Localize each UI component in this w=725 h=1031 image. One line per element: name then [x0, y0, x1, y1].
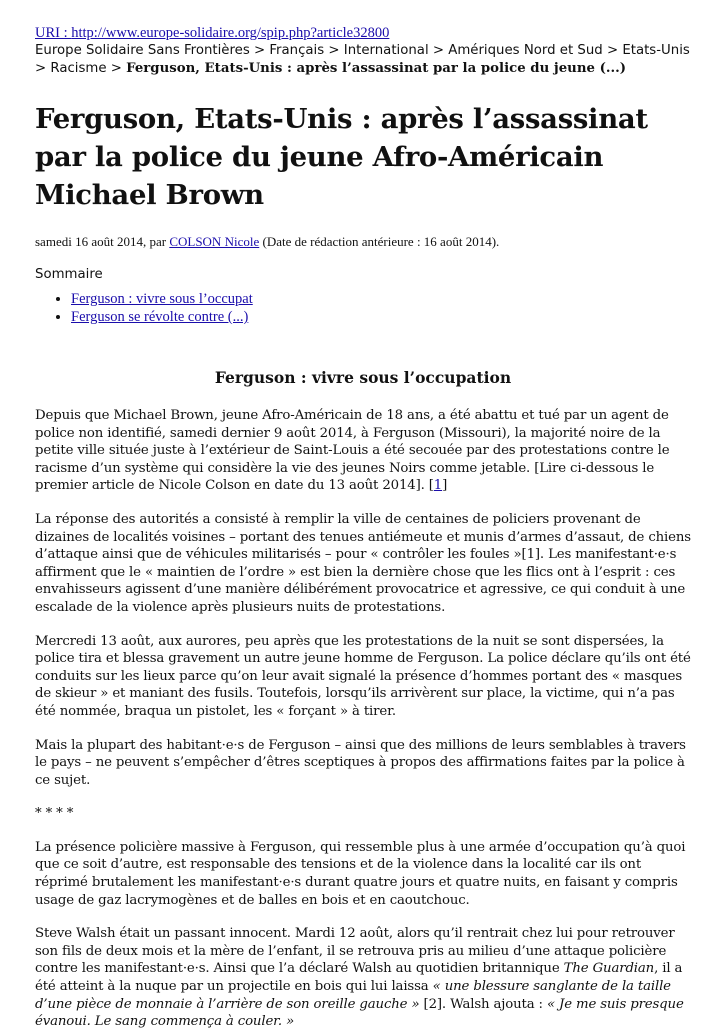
- table-of-contents: [35, 290, 691, 326]
- sommaire-heading: Sommaire: [35, 267, 103, 282]
- p6-quote-2: « Je me suis presque évanoui. Le sang commença à couler. »: [35, 996, 684, 1030]
- paragraph-1-text: Depuis que Michael Brown, jeune Afro-Américain de 18 ans, a été abattu et tué par un agent de police non identifié, samedi dernier 9 août 2014, à Ferguson (Missouri), la majorité noire de la petite ville située juste à l’extérieur de Saint-Louis a été secouée par des protestations contre le racisme d’un système qui considère la vie des jeunes Noirs comme jetable. [Lire ci-dessous le premier article de Nicole Colson en date du 13 août 2014]. [: [35, 408, 670, 494]
- toc-item: [71, 308, 691, 326]
- document-page: [35, 24, 691, 1031]
- toc-item: [71, 290, 691, 308]
- paragraph-4: Mais la plupart des habitant·e·s de Ferguson – ainsi que des millions de leurs semblables à travers le pays – ne peuvent s’empêcher d’êtres sceptiques à propos des affirmations faites par la police à ce sujet.: [35, 737, 686, 788]
- p6-text-a: Steve Walsh était un passant innocent. Mardi 12 août, alors qu’il rentrait chez lui pour retrouver son fils de deux mois et la mère de l’enfant, il se retrouva pris au milieu d’une attaque policière contre les manifestant·e·s. Ainsi que l’a déclaré Walsh au quotidien britannique: [35, 926, 675, 977]
- meta-redaction-date: (Date de rédaction antérieure : 16 août 2014).: [259, 234, 500, 249]
- paragraph-2: La réponse des autorités a consisté à remplir la ville de centaines de policiers provenant de dizaines de localités voisines – portant des tenues antiémeute et munis d’armes d’assaut, de chiens d’attaque ainsi que de véhicules militarisés – pour « contrôler les foules »[1]. Les manifestant·e·s affirment que le « maintien de l’ordre » est bien la dernière chose que les flics ont à l’esprit : ces envahisseurs agissent d’une manière délibérément provocatrice et agressive, ce qui conduit à une escalade de la violence après plusieurs nuits de protestations.: [35, 511, 691, 615]
- paragraph-1: [35, 407, 691, 495]
- p6-quote-1: « une blessure sanglante de la taille d’une pièce de monnaie à l’arrière de son oreille gauche »: [35, 979, 671, 1012]
- section-title: Ferguson : vivre sous l’occupation: [214, 368, 512, 387]
- p6-newspaper: The Guardian: [563, 961, 655, 977]
- p6-text-e: [2]. Walsh ajouta :: [419, 996, 547, 1012]
- article-meta: [35, 234, 691, 250]
- breadcrumb-current: Ferguson, Etats-Unis : après l’assassinat par la police du jeune (...): [126, 61, 627, 76]
- paragraph-6: [35, 925, 691, 1031]
- paragraph-5: La présence policière massive à Ferguson, qui ressemble plus à une armée d’occupation qu’à quoi que ce soit d’autre, est responsable des tensions et de la violence dans la localité car ils ont réprimé brutalement les manifestant·e·s durant quatre jours et quatre nuits, en faisant y compris usage de gaz lacrymogènes et de balles en bois et en caoutchouc.: [35, 839, 686, 908]
- article-title: Ferguson, Etats-Unis : après l’assassinat par la police du jeune Afro-Américain Michael Brown: [35, 103, 648, 211]
- meta-date: samedi 16 août 2014, par: [35, 234, 170, 249]
- separator-stars: * * * *: [35, 806, 74, 822]
- p6-text-c: , il a été atteint à la nuque par un projectile en bois qui lui laissa: [35, 961, 683, 995]
- uri-link[interactable]: [35, 25, 389, 41]
- paragraph-1-close: ]: [442, 478, 448, 494]
- breadcrumb: [35, 42, 691, 78]
- footnote-link-1[interactable]: 1: [433, 478, 443, 494]
- breadcrumb-path: Europe Solidaire Sans Frontières > Français > International > Amériques Nord et Sud > Etats-Unis > Racisme >: [35, 43, 690, 76]
- author-link[interactable]: COLSON Nicole: [169, 234, 260, 249]
- toc-link-revolte[interactable]: Ferguson se révolte contre (...): [71, 309, 249, 325]
- paragraph-3: Mercredi 13 août, aux aurores, peu après que les protestations de la nuit se sont dispersées, la police tira et blessa gravement un autre jeune homme de Ferguson. La police déclare qu’ils ont été conduits sur les lieux parce qu’on leur avait signalé la présence d’hommes portant des « masques de skieur » et maniant des fusils. Toutefois, lorsqu’ils arrivèrent sur place, la victime, qui n’a pas été nommée, braqua un pistolet, les « forçant » à tirer.: [35, 633, 691, 719]
- uri-url: http://www.europe-solidaire.org/spip.php?article32800: [71, 25, 390, 41]
- toc-link-occupation[interactable]: Ferguson : vivre sous l’occupat: [71, 291, 253, 307]
- uri-label: URI :: [35, 25, 72, 41]
- uri-line: [35, 24, 691, 42]
